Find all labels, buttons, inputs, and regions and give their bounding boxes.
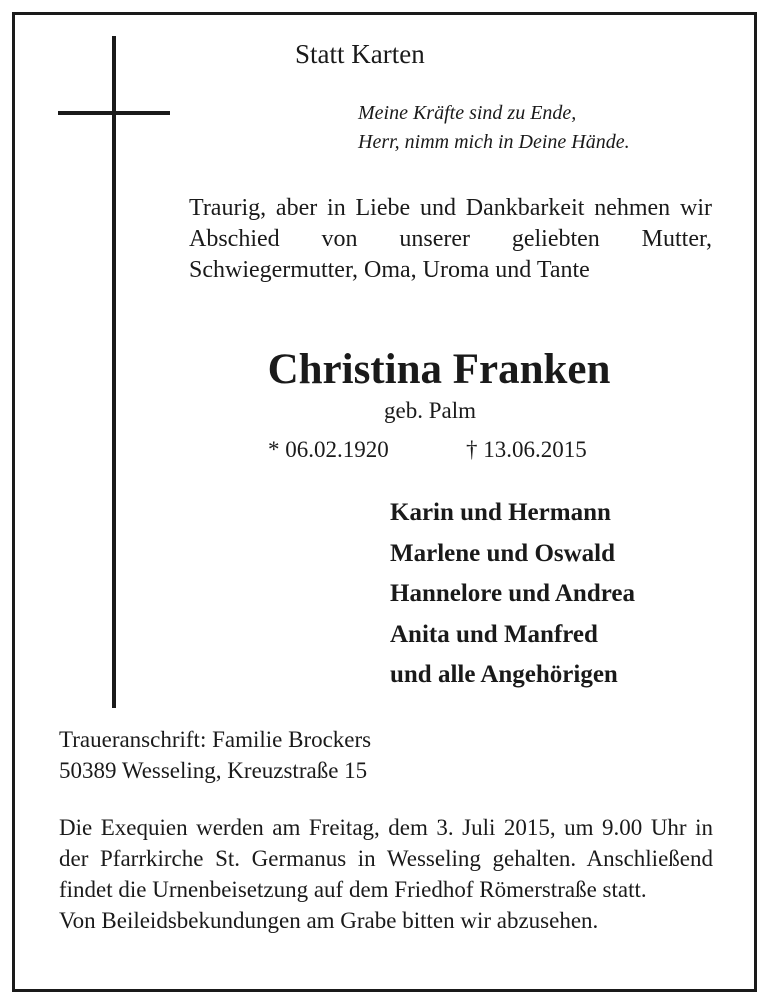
maiden-name: geb. Palm [384, 398, 476, 423]
mourning-address [59, 724, 371, 786]
bible-verse [358, 99, 630, 157]
cross-icon-crossbar [58, 111, 170, 115]
mourner-line: und alle Angehörigen [390, 661, 618, 688]
condolence-note: Von Beileidsbekundungen am Grabe bitten wir abzusehen. [59, 908, 599, 933]
mourner-line: Karin und Hermann [390, 499, 611, 526]
verse-line: Meine Kräfte sind zu Ende, [358, 102, 577, 124]
intro-text: Traurig, aber in Liebe und Dankbarkeit nehmen wir Abschied von unserer geliebten Mutter, Schwiegermutter, Oma, Uroma und Tante [189, 195, 712, 283]
mourner-line: Anita und Manfred [390, 620, 598, 648]
address-line: 50389 Wesseling, Kreuzstraße 15 [59, 758, 368, 783]
address-line: Traueranschrift: Familie Brockers [59, 727, 372, 752]
mourner-line: Hannelore und Andrea [390, 580, 635, 607]
birth-date: * 06.02.1920 [268, 437, 389, 462]
service-text: Die Exequien werden am Freitag, dem 3. Juli 2015, um 9.00 Uhr in der Pfarrkirche St. Germanus in Wesseling gehalten. Anschließend findet die Urnenbeisetzung auf dem Friedhof Römerstraße statt. [59, 815, 713, 902]
service-info [59, 812, 713, 936]
statt-karten-heading: Statt Karten [295, 39, 425, 69]
mourner-line: Marlene und Oswald [390, 539, 616, 567]
verse-line: Herr, nimm mich in Deine Hände. [358, 131, 630, 153]
deceased-name: Christina Franken [267, 346, 611, 393]
mourners-list [390, 493, 635, 696]
death-date: † 13.06.2015 [466, 437, 587, 462]
